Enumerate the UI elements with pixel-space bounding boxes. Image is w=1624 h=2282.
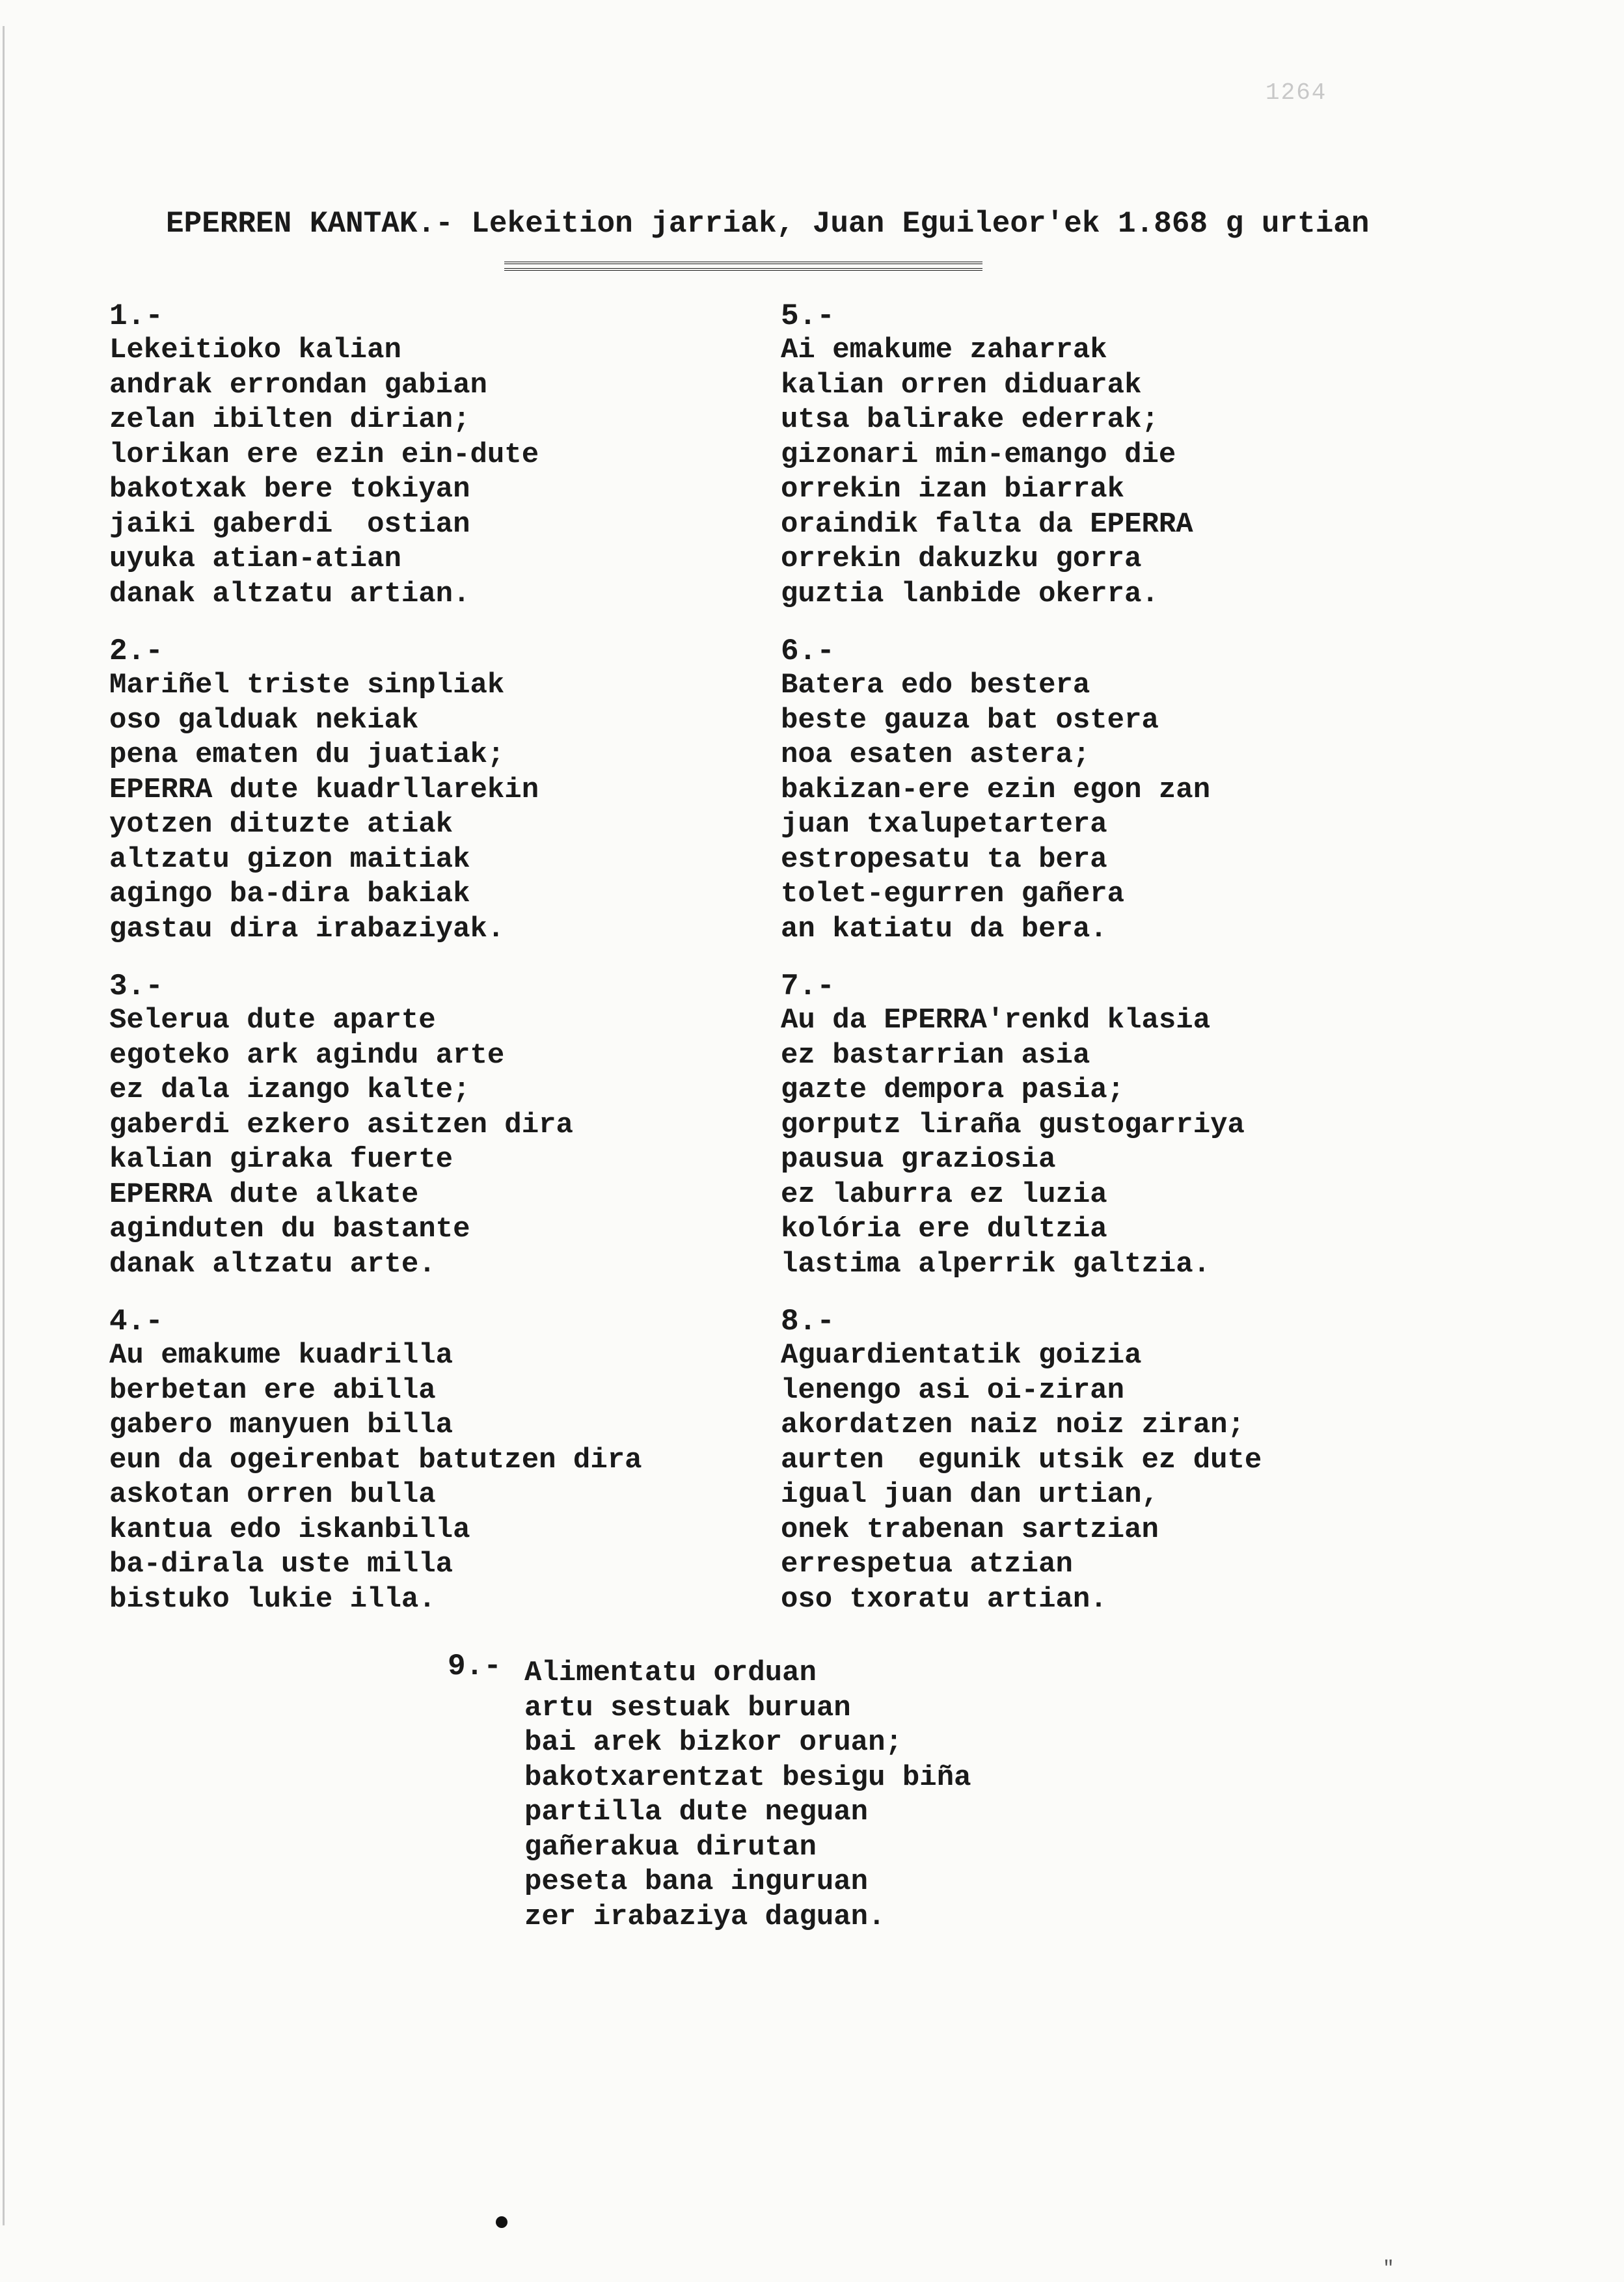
verse-line: lastima alperrik galtzia. bbox=[781, 1247, 1211, 1281]
verse-line: zer irabaziya daguan. bbox=[524, 1900, 886, 1933]
verse-line: jaiki gaberdi ostian bbox=[109, 508, 470, 541]
verse-line: pausua graziosia bbox=[781, 1143, 1056, 1176]
page-edge-line bbox=[3, 26, 5, 2225]
stanza-5 bbox=[781, 299, 1470, 612]
verse-line: kalian orren diduarak bbox=[781, 368, 1142, 401]
verse-line: altzatu gizon maitiak bbox=[109, 843, 470, 876]
verse-line: kolória ere dultzia bbox=[781, 1213, 1107, 1245]
verse-line: zelan ibilten dirian; bbox=[109, 403, 470, 436]
verse-line: Alimentatu orduan bbox=[524, 1657, 817, 1689]
archive-number: 1264 bbox=[1265, 79, 1327, 106]
verse-line: oso galduak nekiak bbox=[109, 703, 419, 737]
verse-line: gizonari min-emango die bbox=[781, 438, 1176, 471]
verse-line: ez bastarrian asia bbox=[781, 1039, 1090, 1072]
verse-line: lorikan ere ezin ein-dute bbox=[109, 438, 539, 471]
verse-line: oraindik falta da EPERRA bbox=[781, 508, 1193, 541]
verse-line: bakizan-ere ezin egon zan bbox=[781, 773, 1211, 806]
stanza-7 bbox=[781, 970, 1470, 1282]
verse-line: gaberdi ezkero asitzen dira bbox=[109, 1108, 573, 1141]
stanza-3 bbox=[109, 970, 799, 1282]
verse-line: Lekeitioko kalian bbox=[109, 334, 401, 366]
verse-line: partilla dute neguan bbox=[524, 1796, 869, 1828]
stanza-number: 3.- bbox=[109, 970, 163, 1003]
verse-line: orrekin dakuzku gorra bbox=[781, 543, 1142, 575]
verse-line: danak altzatu arte. bbox=[109, 1247, 436, 1281]
verse-line: yotzen dituzte atiak bbox=[109, 808, 453, 841]
verse-line: oso txoratu artian. bbox=[781, 1582, 1107, 1616]
verse-line: gorputz liraña gustogarriya bbox=[781, 1108, 1245, 1141]
verse-line: estropesatu ta bera bbox=[781, 843, 1107, 876]
verse-line: pena ematen du juatiak; bbox=[109, 739, 505, 771]
verse-line: Ai emakume zaharrak bbox=[781, 334, 1107, 366]
verse-line: gañerakua dirutan bbox=[524, 1830, 817, 1864]
verse-line: berbetan ere abilla bbox=[109, 1374, 436, 1407]
stanza-number: 2.- bbox=[109, 634, 163, 668]
verse-line: bakotxak bere tokiyan bbox=[109, 473, 470, 506]
verse-line: Mariñel triste sinpliak bbox=[109, 669, 505, 701]
stanza-number: 8.- bbox=[781, 1305, 835, 1338]
stanza-number: 9.- bbox=[448, 1650, 502, 1683]
verse-line: Selerua dute aparte bbox=[109, 1004, 436, 1037]
verse-line: aginduten du bastante bbox=[109, 1213, 470, 1245]
verse-line: bistuko lukie illa. bbox=[109, 1582, 436, 1616]
verse-line: Batera edo bestera bbox=[781, 669, 1090, 701]
verse-line: eun da ogeirenbat batutzen dira bbox=[109, 1443, 642, 1476]
verse-line: Au emakume kuadrilla bbox=[109, 1339, 453, 1372]
bullet-dot bbox=[496, 2216, 508, 2228]
verse-line: bakotxarentzat besigu biña bbox=[524, 1761, 971, 1794]
stanza-number: 5.- bbox=[781, 299, 835, 333]
verse-line: noa esaten astera; bbox=[781, 739, 1090, 771]
verse-line: egoteko ark agindu arte bbox=[109, 1039, 505, 1072]
stanza-2 bbox=[109, 634, 799, 947]
verse-line: askotan orren bulla bbox=[109, 1478, 436, 1511]
stanza-6 bbox=[781, 634, 1470, 947]
verse-line: gastau dira irabaziyak. bbox=[109, 912, 505, 945]
verse-line: ba-dirala uste milla bbox=[109, 1548, 453, 1581]
verse-line: Au da EPERRA'renkd klasia bbox=[781, 1004, 1211, 1037]
verse-line: gazte dempora pasia; bbox=[781, 1074, 1125, 1106]
verse-line: utsa balirake ederrak; bbox=[781, 403, 1159, 436]
verse-line: bai arek bizkor oruan; bbox=[524, 1726, 902, 1759]
verse-line: EPERRA dute alkate bbox=[109, 1178, 419, 1211]
verse-line: agingo ba-dira bakiak bbox=[109, 878, 470, 910]
verse-line: akordatzen naiz noiz ziran; bbox=[781, 1409, 1245, 1441]
verse-line: peseta bana inguruan bbox=[524, 1866, 869, 1898]
stanza-8 bbox=[781, 1305, 1470, 1617]
stanza-number: 1.- bbox=[109, 299, 163, 333]
verse-line: juan txalupetartera bbox=[781, 808, 1107, 841]
verse-line: lenengo asi oi-ziran bbox=[781, 1374, 1125, 1407]
title-underline bbox=[504, 262, 982, 271]
verse-line: danak altzatu artian. bbox=[109, 577, 470, 610]
verse-line: guztia lanbide okerra. bbox=[781, 577, 1159, 610]
verse-line: an katiatu da bera. bbox=[781, 912, 1107, 945]
stanza-number: 7.- bbox=[781, 970, 835, 1003]
verse-line: ez laburra ez luzia bbox=[781, 1178, 1107, 1211]
verse-line: kantua edo iskanbilla bbox=[109, 1513, 470, 1546]
verse-line: artu sestuak buruan bbox=[524, 1691, 851, 1724]
verse-line: aurten egunik utsik ez dute bbox=[781, 1443, 1262, 1476]
stanza-1 bbox=[109, 299, 799, 612]
verse-line: errespetua atzian bbox=[781, 1548, 1073, 1581]
verse-line: EPERRA dute kuadrllarekin bbox=[109, 773, 539, 806]
verse-line: ez dala izango kalte; bbox=[109, 1074, 470, 1106]
verse-line: uyuka atian-atian bbox=[109, 543, 401, 575]
verse-line: onek trabenan sartzian bbox=[781, 1513, 1159, 1546]
verse-line: kalian giraka fuerte bbox=[109, 1143, 453, 1176]
verse-line: Aguardientatik goizia bbox=[781, 1339, 1142, 1372]
footer-mark: " bbox=[1383, 2258, 1395, 2280]
verse-line: andrak errondan gabian bbox=[109, 368, 487, 401]
stanza-9 bbox=[448, 1650, 1228, 1949]
verse-line: beste gauza bat ostera bbox=[781, 703, 1159, 737]
verse-line: orrekin izan biarrak bbox=[781, 473, 1125, 506]
verse-line: tolet-egurren gañera bbox=[781, 878, 1125, 910]
page-title: EPERREN KANTAK.- Lekeition jarriak, Juan Eguileor'ek 1.868 g urtian bbox=[166, 207, 1370, 241]
stanza-4 bbox=[109, 1305, 799, 1617]
stanza-number: 4.- bbox=[109, 1305, 163, 1338]
stanza-number: 6.- bbox=[781, 634, 835, 668]
verse-line: igual juan dan urtian, bbox=[781, 1478, 1159, 1511]
verse-line: gabero manyuen billa bbox=[109, 1409, 453, 1441]
